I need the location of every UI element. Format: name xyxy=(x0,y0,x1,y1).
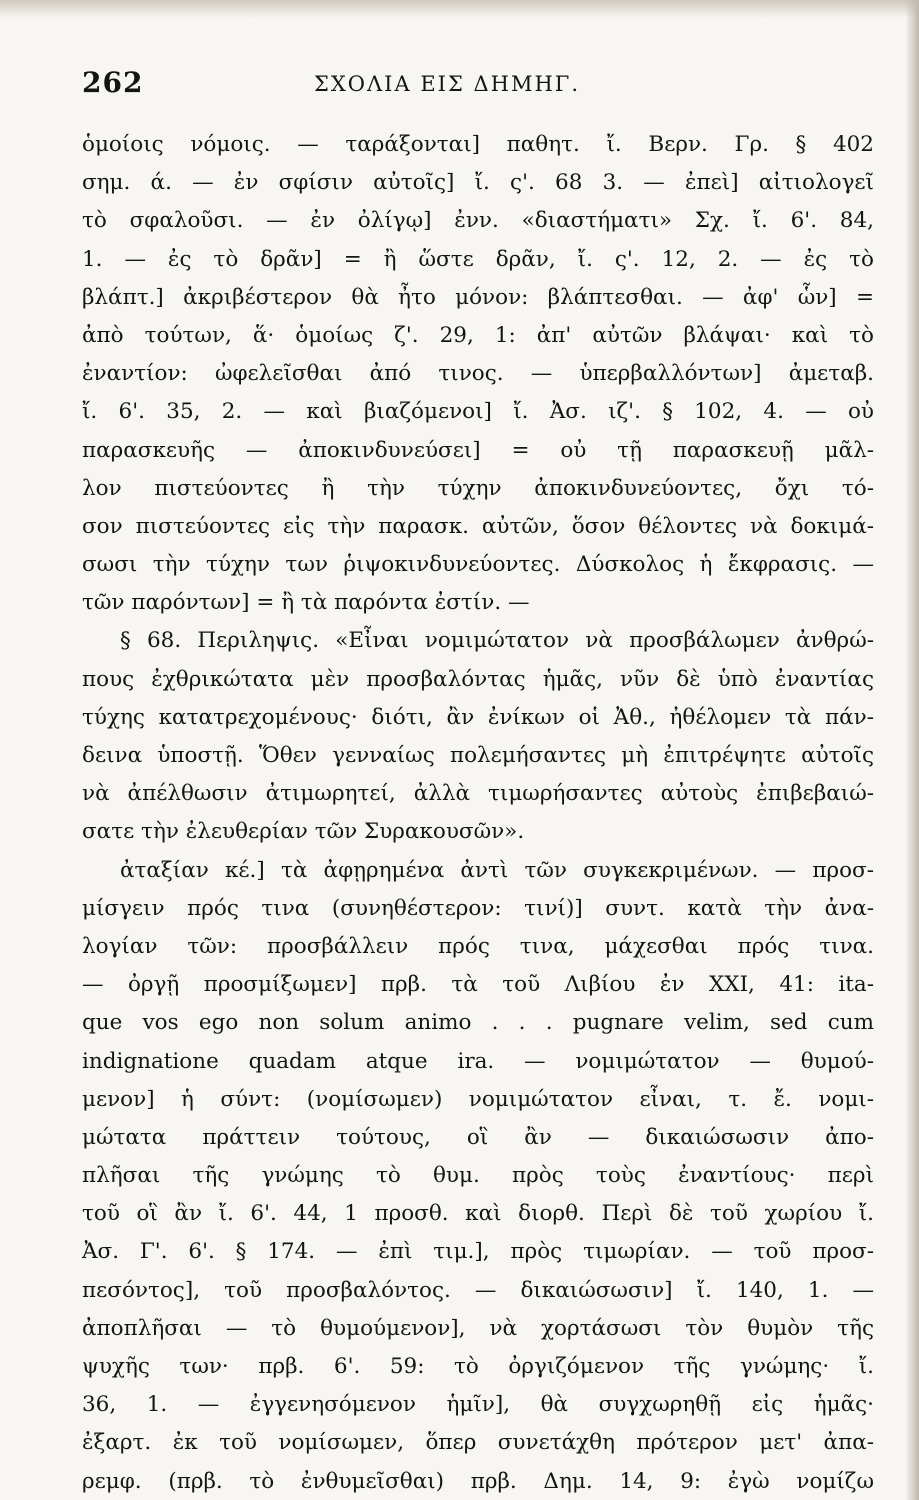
text-line-24: que vos ego non solum animo . . . pugnare velim, sed cum xyxy=(82,1010,874,1036)
body-text xyxy=(82,126,874,1500)
text-line-34: 36, 1. — ἐγγενησόμενον ἡμῖν], θὰ συγχωρηθῇ εἰς ἡμᾶς· xyxy=(82,1392,874,1418)
text-line-22: λογίαν τῶν: προσβάλλειν πρός τινα, μάχεσθαι πρός τινα. xyxy=(82,933,874,959)
running-title: ΣΧΟΛΙΑ ΕΙΣ ΔΗΜΗΓ. xyxy=(314,72,581,96)
text-line-23: — ὀργῇ προσμίξωμεν] πρβ. τὰ τοῦ Λιβίου ἐν XXI, 41: ita- xyxy=(82,972,874,998)
text-line-17: δεινα ὑποστῇ. Ὅθεν γενναίως πολεμήσαντες μὴ ἐπιτρέψητε αὐτοῖς xyxy=(82,743,874,768)
text-line-8: ἴ. 6'. 35, 2. — καὶ βιαζόμενοι] ἴ. Ἀσ. ιζ'. § 102, 4. — οὐ xyxy=(82,399,874,425)
page-gutter-shadow xyxy=(905,0,919,1500)
text-line-16: τύχης κατατρεχομένους· διότι, ἂν ἐνίκων οἱ Ἀθ., ἠθέλομεν τὰ πάν- xyxy=(82,704,874,730)
text-line-7: ἐναντίον: ὠφελεῖσθαι ἀπό τινος. — ὑπερβαλλόντων] ἀμεταβ. xyxy=(82,361,874,387)
text-line-32: ἀποπλῆσαι — τὸ θυμούμενον], νὰ χορτάσωσι τὸν θυμὸν τῆς xyxy=(82,1315,874,1341)
text-line-6: ἀπὸ τούτων, ἅ· ὁμοίως ζ'. 29, 1: ἀπ' αὐτῶν βλάψαι· καὶ τὸ xyxy=(82,322,874,348)
text-line-25: indignatione quadam atque ira. — νομιμώτατον — θυμού- xyxy=(82,1048,874,1074)
text-line-31: πεσόντος], τοῦ προσβαλόντος. — δικαιώσωσιν] ἴ. 140, 1. — xyxy=(82,1277,874,1303)
text-line-36: ρεμφ. (πρβ. τὸ ἐνθυμεῖσθαι) πρβ. Δημ. 14, 9: ἐγὼ νομίζω xyxy=(82,1468,874,1494)
text-line-5: βλάπτ.] ἀκριβέστερον θὰ ἦτο μόνον: βλάπτεσθαι. — ἀφ' ὧν] = xyxy=(82,284,874,310)
text-line-30: Ἀσ. Γ'. 6'. § 174. — ἐπὶ τιμ.], πρὸς τιμωρίαν. — τοῦ προσ- xyxy=(82,1239,874,1265)
text-line-12: σωσι τὴν τύχην των ῥιψοκινδυνεύοντες. Δύσκολος ἡ ἔκφρασις. — xyxy=(82,552,874,578)
text-line-14: § 68. Περιληψις. «Εἶναι νομιμώτατον νὰ προσβάλωμεν ἀνθρώ- xyxy=(120,628,874,654)
text-line-29: τοῦ οἳ ἂν ἴ. 6'. 44, 1 προσθ. καὶ διορθ. Περὶ δὲ τοῦ χωρίου ἴ. xyxy=(82,1201,874,1227)
text-line-9: παρασκευῆς — ἀποκινδυνεύσει] = οὐ τῇ παρασκευῇ μᾶλ- xyxy=(82,437,874,463)
text-line-33: ψυχῆς των· πρβ. 6'. 59: τὸ ὀργιζόμενον τῆς γνώμης· ἴ. xyxy=(82,1354,874,1379)
text-line-28: πλῆσαι τῆς γνώμης τὸ θυμ. πρὸς τοὺς ἐναντίους· περὶ xyxy=(82,1163,874,1189)
page-header xyxy=(82,66,872,106)
text-line-35: ἐξαρτ. ἐκ τοῦ νομίσωμεν, ὅπερ συνετάχθη πρότερον μετ' ἀπα- xyxy=(82,1430,874,1456)
text-line-1: ὁμοίοις νόμοις. — ταράξονται] παθητ. ἴ. Βερν. Γρ. § 402 xyxy=(82,132,874,157)
text-line-19: σατε τὴν ἐλευθερίαν τῶν Συρακουσῶν». xyxy=(82,819,525,845)
text-line-13: τῶν παρόντων] = ἢ τὰ παρόντα ἐστίν. — xyxy=(82,590,530,616)
text-line-11: σον πιστεύοντες εἰς τὴν παρασκ. αὐτῶν, ὅσον θέλοντες νὰ δοκιμά- xyxy=(82,513,874,539)
text-line-27: μώτατα πράττειν τούτους, οἳ ἂν — δικαιώσωσιν ἀπο- xyxy=(82,1124,874,1150)
text-line-15: πους ἐχθρικώτατα μὲν προσβαλόντας ἡμᾶς, νῦν δὲ ὑπὸ ἐναντίας xyxy=(82,666,874,692)
text-line-26: μενον] ἡ σύντ: (νομίσωμεν) νομιμώτατον εἶναι, τ. ἔ. νομι- xyxy=(82,1086,874,1112)
text-line-21: μίσγειν πρός τινα (συνηθέστερον: τινί)] συντ. κατὰ τὴν ἀνα- xyxy=(82,895,874,921)
text-line-20: ἀταξίαν κέ.] τὰ ἀφῃρημένα ἀντὶ τῶν συγκεκριμένων. — προσ- xyxy=(120,857,874,883)
page-top-shadow xyxy=(0,0,919,18)
page-number: 262 xyxy=(82,66,144,99)
text-line-2: σημ. ά. — ἐν σφίσιν αὐτοῖς] ἴ. ς'. 68 3. — ἐπεὶ] αἰτιολογεῖ xyxy=(82,170,874,196)
text-line-4: 1. — ἐς τὸ δρᾶν] = ἢ ὥστε δρᾶν, ἴ. ς'. 12, 2. — ἐς τὸ xyxy=(82,246,874,272)
text-line-10: λον πιστεύοντες ἢ τὴν τύχην ἀποκινδυνεύοντες, ὄχι τό- xyxy=(82,475,874,501)
text-line-3: τὸ σφαλοῦσι. — ἐν ὀλίγῳ] ἐνν. «διαστήματι» Σχ. ἴ. 6'. 84, xyxy=(82,208,874,234)
text-line-18: νὰ ἀπέλθωσιν ἀτιμωρητεί, ἀλλὰ τιμωρήσαντες αὐτοὺς ἐπιβεβαιώ- xyxy=(82,781,874,807)
